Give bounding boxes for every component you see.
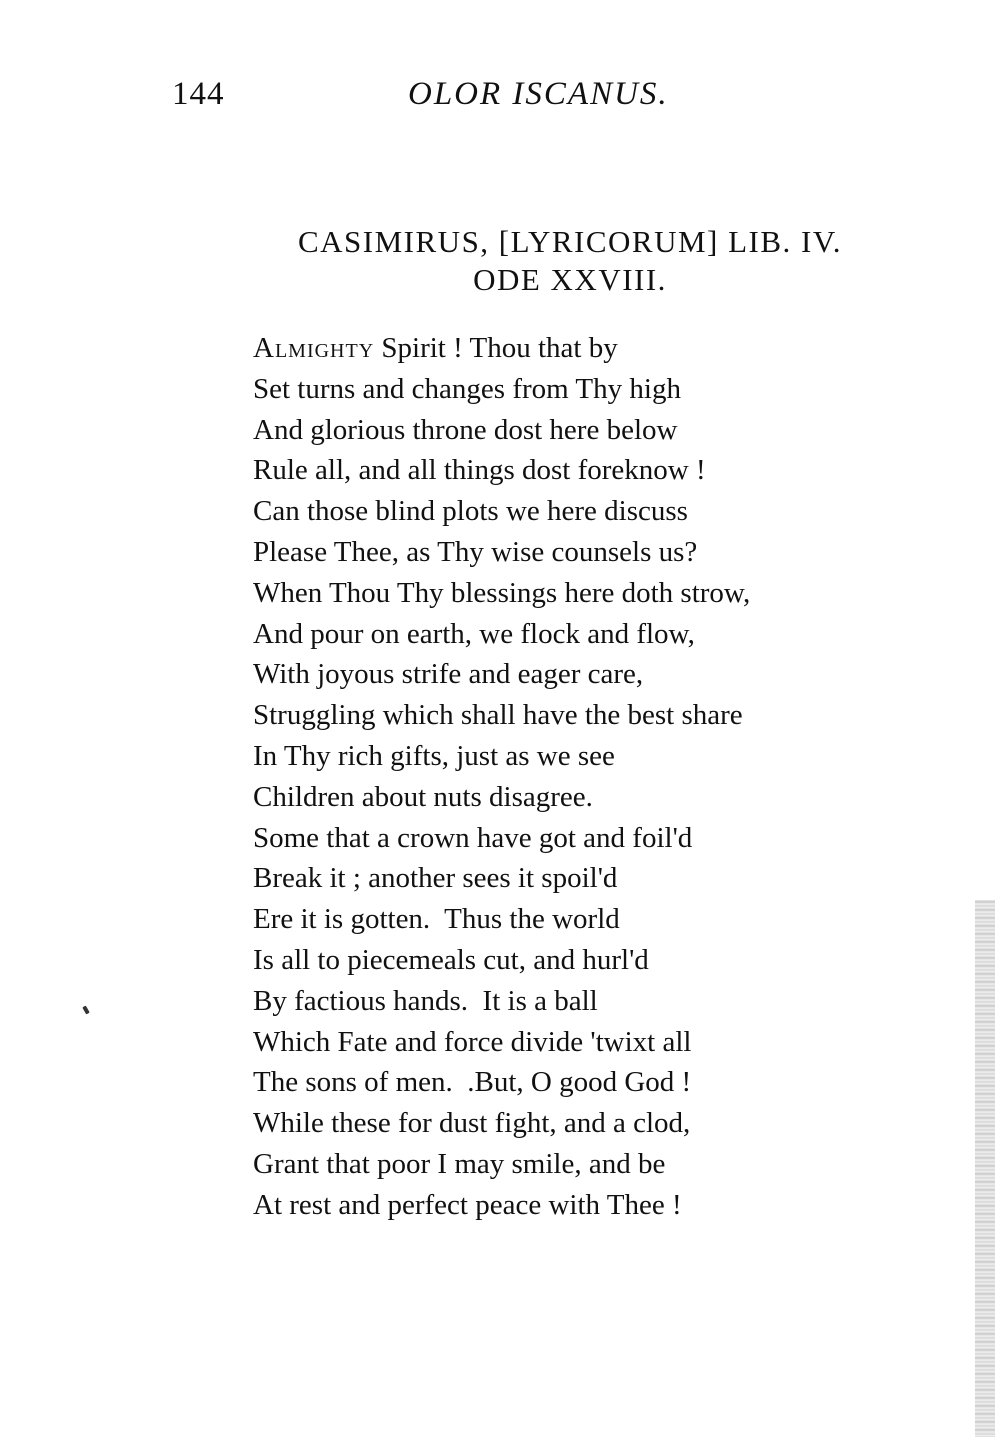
page-edge-shadow xyxy=(975,900,995,1437)
poem-body xyxy=(253,328,750,1226)
poem-line-17: By factious hands. It is a ball xyxy=(253,984,598,1017)
poem-line-19: The sons of men. .But, O good God ! xyxy=(253,1066,692,1099)
poem-line-11: In Thy rich gifts, just as we see xyxy=(253,739,615,772)
poem-line-20: While these for dust fight, and a clod, xyxy=(253,1107,691,1140)
poem-line-1 xyxy=(253,328,750,369)
poem-line-6: Please Thee, as Thy wise counsels us? xyxy=(253,535,698,568)
poem-line-2: Set turns and changes from Thy high xyxy=(253,372,681,405)
poem-line-7: When Thou Thy blessings here doth strow, xyxy=(253,576,751,609)
poem-line-4: Rule all, and all things dost foreknow ! xyxy=(253,454,706,487)
poem-line-14: Break it ; another sees it spoil'd xyxy=(253,862,618,895)
poem-line-12: Children about nuts disagree. xyxy=(253,780,593,813)
poem-line-16: Is all to piecemeals cut, and hurl'd xyxy=(253,943,649,976)
poem-line-10: Struggling which shall have the best share xyxy=(253,699,743,732)
first-word: Almighty xyxy=(253,332,375,364)
page-number: 144 xyxy=(172,76,225,112)
poem-line-5: Can those blind plots we here discuss xyxy=(253,495,688,528)
poem-line-18: Which Fate and force divide 'twixt all xyxy=(253,1025,692,1058)
poem-line-22: At rest and perfect peace with Thee ! xyxy=(253,1188,682,1221)
poem-line-8: And pour on earth, we flock and flow, xyxy=(253,617,695,650)
poem-line-3: And glorious throne dost here below xyxy=(253,413,678,446)
poem-title-line-2: ODE XXVIII. xyxy=(473,262,667,297)
running-title: OLOR ISCANUS. xyxy=(408,76,669,112)
poem-title xyxy=(220,223,920,299)
poem-line-9: With joyous strife and eager care, xyxy=(253,658,644,691)
poem-line-21: Grant that poor I may smile, and be xyxy=(253,1147,666,1180)
ink-speck xyxy=(82,1006,89,1015)
poem-line-13: Some that a crown have got and foil'd xyxy=(253,821,693,854)
poem-title-line-1: CASIMIRUS, [LYRICORUM] LIB. IV. xyxy=(297,224,843,259)
poem-line-text: Spirit ! Thou that by xyxy=(381,332,618,364)
poem-line-15: Ere it is gotten. Thus the world xyxy=(253,903,620,936)
